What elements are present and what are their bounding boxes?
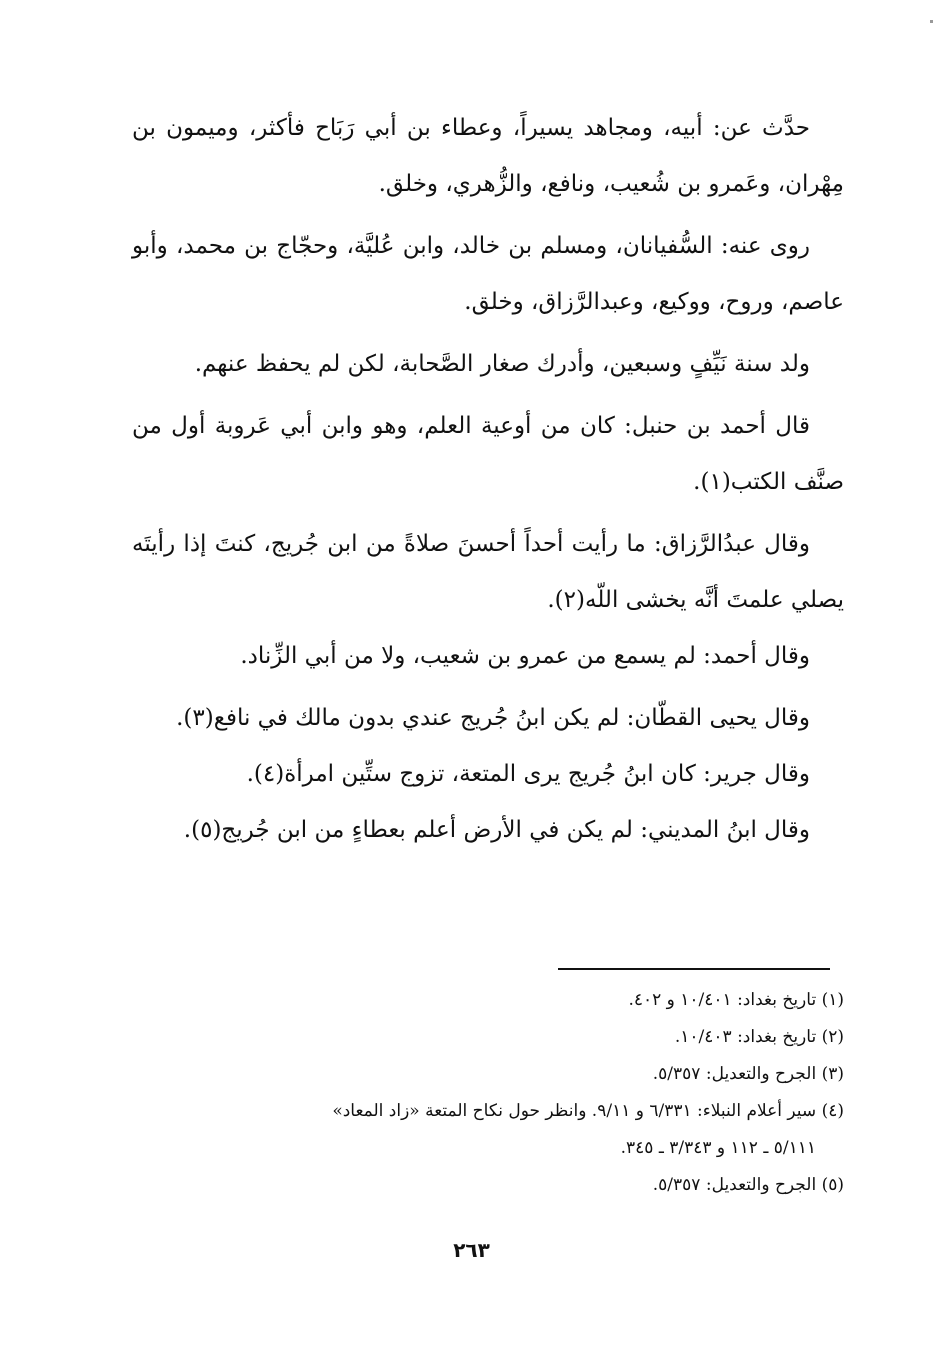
paragraph-ahmad-second: وقال أحمد: لم يسمع من عمرو بن شعيب، ولا من أبي الزِّناد.	[240, 643, 810, 669]
paragraph-ahmad-quote: قال أحمد بن حنبل: كان من أوعية العلم، وهو وابن أبي عَروبة أول من صنَّف الكتب(١).	[132, 413, 844, 495]
paragraph-teachers: حدَّث عن: أبيه، ومجاهد يسيراً، وعطاء بن أبي رَبَاح فأكثر، وميمون بن مِهْران، وعَمرو بن شُعيب، ونافع، والزُّهري، وخلق.	[132, 115, 844, 197]
footnote-divider	[558, 968, 830, 970]
page-number: ٢٦٣	[453, 1238, 490, 1262]
paragraph-abdulrazzaq-quote: وقال عبدُالرَّزاق: ما رأيت أحداً أحسنَ صلاةً من ابن جُريج، كنتَ إذا رأيتَه يصلي علمتَ أنَّه يخشى اللّه(٢).	[132, 531, 844, 613]
footnote-1: (١) تاريخ بغداد: ١٠/٤٠١ و ٤٠٢.	[628, 990, 844, 1010]
footnote-4: (٤) سير أعلام النبلاء: ٦/٣٣١ و ٩/١١. وانظر حول نكاح المتعة «زاد المعاد»	[332, 1101, 844, 1121]
footnote-3: (٣) الجرح والتعديل: ٥/٣٥٧.	[652, 1064, 844, 1084]
footnote-2: (٢) تاريخ بغداد: ١٠/٤٠٣.	[674, 1027, 844, 1047]
paragraph-yahya-quote: وقال يحيى القطّان: لم يكن ابنُ جُريج عندي بدون مالك في نافع(٣).	[176, 705, 810, 731]
main-text	[132, 100, 844, 858]
paragraph-jarir-quote: وقال جرير: كان ابنُ جُريج يرى المتعة، تزوج ستِّين امرأة(٤).	[246, 761, 810, 787]
footnote-4-continued: ٥/١١١ ـ ١١٢ و ٣/٣٤٣ ـ ٣٤٥.	[620, 1138, 816, 1158]
paragraph-madini-quote: وقال ابنُ المديني: لم يكن في الأرض أعلم بعطاءٍ من ابن جُريج(٥).	[183, 817, 810, 843]
paragraph-birth: ولد سنة نَيِّفٍ وسبعين، وأدرك صغار الصَّحابة، لكن لم يحفظ عنهم.	[194, 351, 810, 377]
paragraph-students: روى عنه: السُّفيانان، ومسلم بن خالد، وابن عُليَّة، وحجّاج بن محمد، وأبو عاصم، وروح، ووكيع، وعبدالرَّزاق، وخلق.	[132, 233, 844, 315]
footnotes	[132, 982, 844, 1204]
scan-speck	[930, 20, 933, 23]
footnote-5: (٥) الجرح والتعديل: ٥/٣٥٧.	[652, 1175, 844, 1195]
